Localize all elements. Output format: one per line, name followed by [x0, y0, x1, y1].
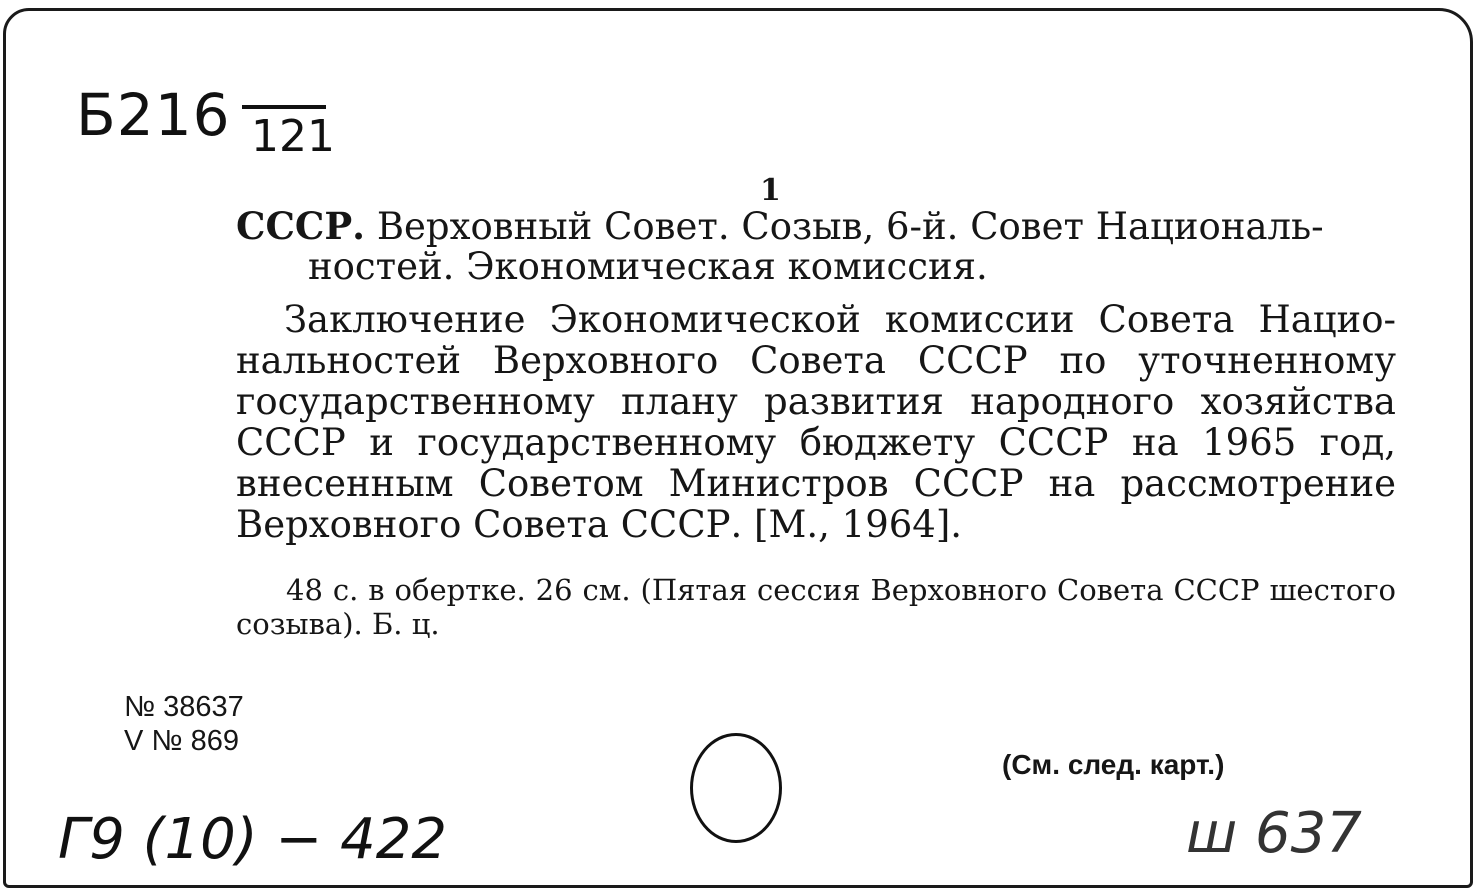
heading-rest: Верховный Совет. Созыв, 6-й. Совет Националь- — [365, 205, 1324, 248]
title-description: Заключение Экономической комиссии Совета Нацио-нальностей Верховного Совета СССР по уточненному государственному плану развития народного хозяйства СССР и государственному бюджету СССР на 1965 год, внесенным Советом Министров СССР на рассмотрение Верховного Совета СССР. [М., 1964]. — [236, 298, 1396, 546]
classification-mark: Г9 (10) − 422 — [58, 807, 447, 872]
see-next-card: (См. след. карт.) — [1002, 749, 1225, 780]
heading-continuation: ностей. Экономическая комиссия. — [308, 245, 988, 288]
heading-lead: СССР. — [236, 204, 366, 248]
inventory-number-secondary: V № 869 — [124, 725, 239, 757]
inventory-number: № 38637 — [124, 691, 244, 723]
punch-hole-outline — [690, 733, 782, 843]
card-number: 1 — [760, 173, 781, 208]
location-mark: ш 637 — [1186, 801, 1362, 866]
shelfmark-sub: 121 — [251, 111, 335, 162]
catalog-card — [3, 8, 1473, 888]
collation: 48 с. в обертке. 26 см. (Пятая сессия Верховного Совета СССР шестого созыва). Б. ц. — [236, 573, 1396, 641]
shelfmark: Б216 — [76, 81, 231, 149]
heading — [236, 206, 1396, 287]
shelfmark-rule — [242, 105, 326, 109]
